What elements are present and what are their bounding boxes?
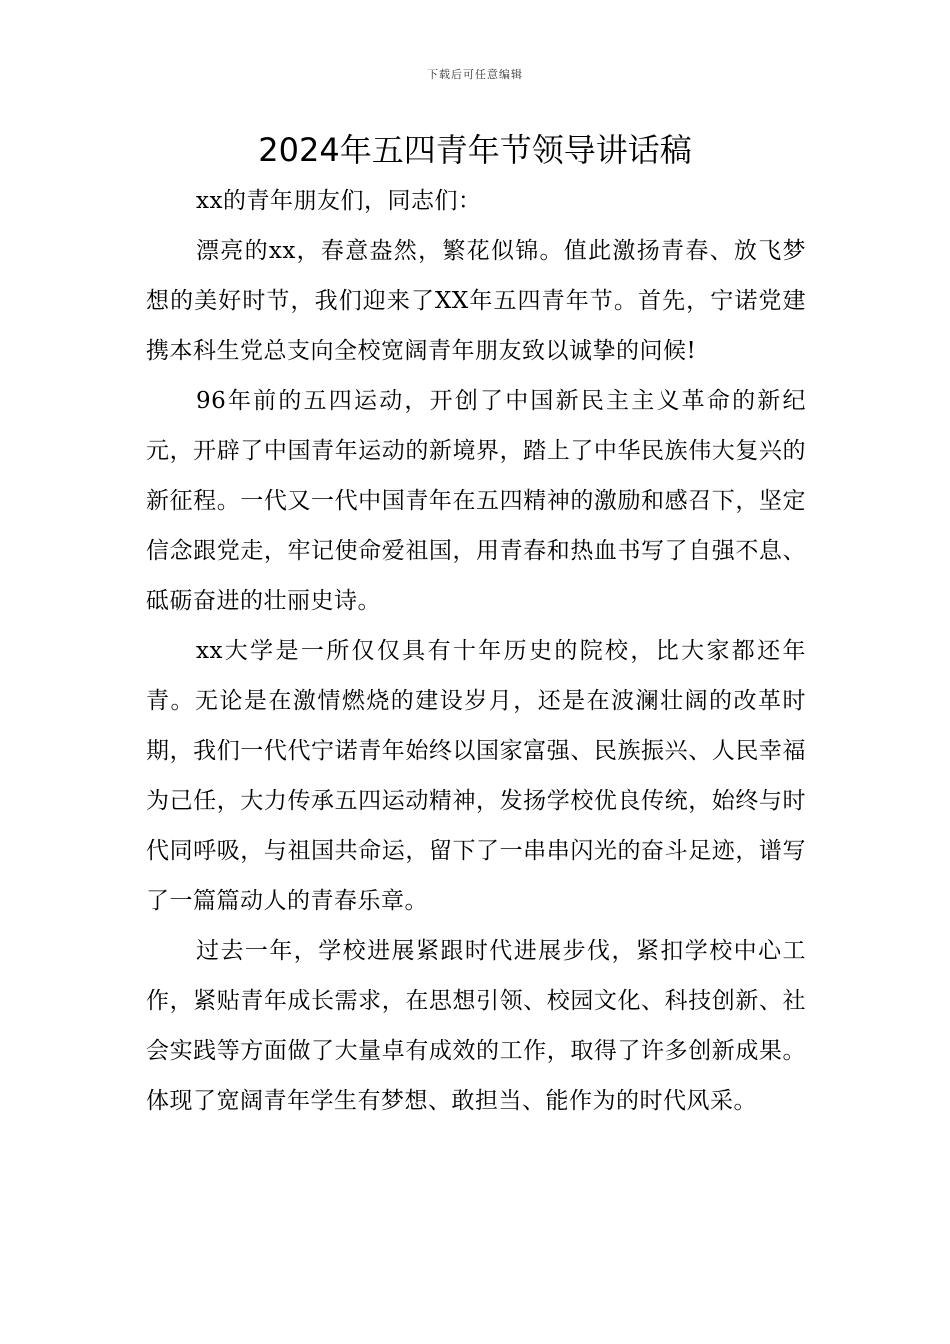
header-note: 下载后可任意编辑 <box>427 68 523 81</box>
salutation-paragraph: xx的青年朋友们，同志们： <box>196 188 482 214</box>
body-paragraph: 漂亮的xx，春意盎然，繁花似锦。值此激扬青春、放飞梦想的美好时节，我们迎来了XX年五四青年节。首先，宁诺党建携本科生党总支向全校宽阔青年朋友致以诚挚的问候! <box>146 238 806 364</box>
body-paragraph: 过去一年，学校进展紧跟时代进展步伐，紧扣学校中心工作，紧贴青年成长需求，在思想引领、校园文化、科技创新、社会实践等方面做了大量卓有成效的工作，取得了许多创新成果。体现了宽阔青年学生有梦想、敢担当、能作为的时代风采。 <box>146 938 806 1114</box>
body-paragraph: xx大学是一所仅仅具有十年历史的院校，比大家都还年青。无论是在激情燃烧的建设岁月，还是在波澜壮阔的改革时期，我们一代代宁诺青年始终以国家富强、民族振兴、人民幸福为己任，大力传承五四运动精神，发扬学校优良传统，始终与时代同呼吸，与祖国共命运，留下了一串串闪光的奋斗足迹，谱写了一篇篇动人的青春乐章。 <box>146 638 806 914</box>
document-title: 2024年五四青年节领导讲话稿 <box>258 131 692 169</box>
document-body <box>146 176 806 1126</box>
body-paragraph: 96年前的五四运动，开创了中国新民主主义革命的新纪元，开辟了中国青年运动的新境界，踏上了中华民族伟大复兴的新征程。一代又一代中国青年在五四精神的激励和感召下，坚定信念跟党走，牢记使命爱祖国，用青春和热血书写了自强不息、砥砺奋进的壮丽史诗。 <box>146 388 806 614</box>
